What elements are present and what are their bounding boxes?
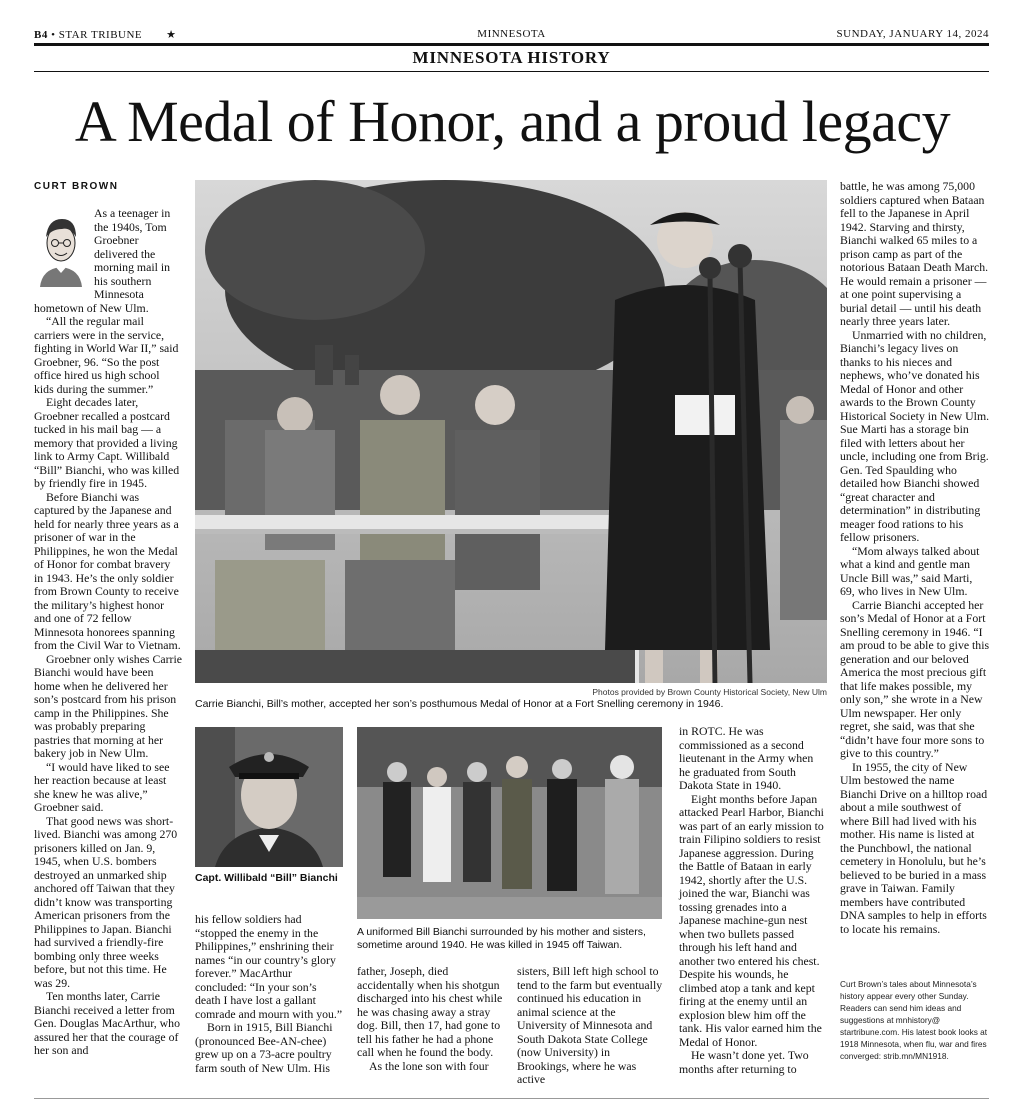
paragraph: in ROTC. He was commissioned as a second lieutenant in the Army when he graduated from South Dakota State in 1940. (679, 724, 814, 792)
paragraph: Ten months later, Carrie Bianchi received a letter from Gen. Douglas MacArthur, who assured her that the courage of her son and (34, 989, 180, 1057)
paragraph: As a teenager in the 1940s, Tom Groebner delivered the morning mail in his southern Minnesota hometown of New Ulm. (34, 206, 171, 315)
paragraph: In 1955, the city of New Ulm bestowed the name Bianchi Drive on a hilltop road about a mile southwest of where Bill had lived with his mother. His name is listed at the Punchbowl, the national cemetery in Honolulu, but he’s believed to be buried in a mass grave in Taiwan. Family members have contributed DNA samples to help in efforts to locate his remains. (840, 759, 988, 936)
paragraph: As the lone son with four (369, 1058, 489, 1073)
article-column-6 (840, 180, 990, 936)
paragraph: Born in 1915, Bill Bianchi (pronounced Bee-AN-chee) grew up on a 73-acre poultry farm south of New Ulm. His (195, 1020, 333, 1075)
folio-section: MINNESOTA (477, 28, 546, 40)
byline: CURT BROWN (34, 181, 119, 192)
article-column-4 (517, 965, 665, 1087)
main-photo-caption: Carrie Bianchi, Bill’s mother, accepted her son’s posthumous Medal of Honor at a Fort Snelling ceremony in 1946. (195, 698, 724, 710)
folio-date: SUNDAY, JANUARY 14, 2024 (836, 28, 989, 40)
photo-credit: Photos provided by Brown County Historical Society, New Ulm (592, 687, 827, 697)
paragraph: Eight months before Japan attacked Pearl Harbor, Bianchi was part of an early mission to train Filipino soldiers to resist Japanese aggression. During the Battle of Bataan in early 1942, shortly after the U.S. joined the war, Bianchi was tossing grenades into a Japanese machine-gun nest when two bullets passed through his left hand and another two entered his chest. Despite his wounds, he climbed atop a tank and kept firing at the enemy until an explosion blew him off the tank. His valor earned him the Medal of Honor. (679, 791, 824, 1049)
bottom-rule (34, 1098, 989, 1099)
paragraph: He wasn’t done yet. Two months after returning to (679, 1048, 809, 1076)
soldier-portrait-icon (195, 727, 343, 867)
headline: A Medal of Honor, and a proud legacy (74, 89, 951, 154)
article-column-5 (679, 725, 827, 1076)
article-column-3 (357, 965, 507, 1073)
paragraph: Unmarried with no children, Bianchi’s legacy lives on thanks to his nieces and nephews, who’ve donated his Medal of Honor and other awards to the Brown County Historical Society in New Ulm. Sue Marti has a storage bin filed with letters about her uncle, including one from Brig. Gen. Ted Spaulding who detailed how Bianchi showed “great character and determination” in distributing meager food rations to his fellow prisoners. (840, 327, 990, 544)
author-note: Curt Brown’s tales about Minnesota’s history appear every other Sunday. Readers can send him ideas and suggestions at mnhistory@ startribune.com. His latest book looks at 1918 Minnesota, when flu, war and fires converged: strib.mn/MN1918. (840, 979, 988, 1061)
section-title: MINNESOTA HISTORY (412, 48, 611, 67)
paragraph: Groebner only wishes Carrie Bianchi would have been home when he delivered her son’s postcard from his prison camp in the Philippines. She was probably preparing pastries that morning at her bakery job in New Ulm. (34, 651, 182, 760)
family-photo (357, 727, 662, 919)
paragraph: Eight decades later, Groebner recalled a postcard tucked in his mail bag — a memory that provided a living link to Army Capt. Willibald “Bill” Bianchi, who was killed by friendly fire in 1945. (34, 395, 180, 490)
paragraph: That good news was short-lived. Bianchi was among 270 prisoners killed on Jan. 9, 1945, when U.S. bombers destroyed an unmarked ship anchored off Taiwan that they didn’t know was transporting American prisoners from the Philippines to Japan. Bianchi had survived a friendly-fire bombing only three weeks before, but not this time. He was 29. (34, 813, 178, 990)
paragraph: father, Joseph, died accidentally when his shotgun discharged into his chest while he was chasing away a stray dog. Bill, then 17, had gone to tell his father he had a phone call when he found the body. (357, 964, 503, 1059)
paragraph: Before Bianchi was captured by the Japanese and held for nearly three years as a prisoner of war in the Philippines, he won the Medal of Honor for combat bravery in 1943. He’s the only soldier from Brown County to receive the military’s highest honor and one of 72 fellow Minnesota honorees spanning from the Civil War to Vietnam. (34, 489, 181, 652)
article-column-2 (195, 913, 343, 1075)
paragraph: battle, he was among 75,000 soldiers captured when Bataan fell to the Japanese in April 1942. Starving and thirsty, Bianchi walked 65 miles to a prison camp as part of the notorious Bataan Death March. He would remain a prisoner — at one point supervising a burial detail — until his death nearly three years later. (840, 179, 989, 328)
folio (34, 28, 989, 42)
page-number: B4 (34, 29, 48, 41)
portrait-caption: Capt. Willibald “Bill” Bianchi (195, 872, 338, 884)
section-rule (34, 71, 989, 72)
paragraph: Carrie Bianchi accepted her son’s Medal of Honor at a Fort Snelling ceremony in 1946. “I am proud to be able to give this generation and our beloved America the most precious gift that life makes possible, my only son,” she wrote in a New Ulm newspaper. Her only regret, she said, was that she “didn’t have four more sons to give to this country.” (840, 597, 990, 760)
paragraph: “Mom always talked about what a kind and gentle man Uncle Bill was,” said Marti, 69, who lives in New Ulm. (840, 543, 980, 598)
paper-name: • STAR TRIBUNE (47, 29, 143, 41)
portrait-photo (195, 727, 343, 867)
paragraph: his fellow soldiers had “stopped the enemy in the Philippines,” enshrining their names “in our country’s glory forever.” MacArthur concluded: “In your son’s death I have lost a gallant comrade and mourn with you.” (195, 912, 343, 1021)
paragraph: “All the regular mail carriers were in the service, fighting in World War II,” said Groebner, 96. “So the post office hired us high school kids during the summer.” (34, 314, 179, 396)
author-portrait-icon (34, 207, 88, 287)
paragraph: “I would have liked to see her reaction because at least she knew he was alive,” Groebner said. (34, 759, 170, 814)
star-icon: ★ (166, 29, 177, 41)
family-group-photo-icon (357, 727, 662, 919)
ceremony-photo-icon (195, 180, 827, 683)
paragraph: sisters, Bill left high school to tend to the farm but eventually continued his education in animal science at the University of Minnesota and South Dakota State College (now University) in Brookings, where he was active (517, 964, 663, 1086)
article-column-1 (34, 207, 182, 1058)
top-rule (34, 43, 989, 46)
family-photo-caption: A uniformed Bill Bianchi surrounded by his mother and sisters, sometime around 1940. He was killed in 1945 off Taiwan. (357, 926, 646, 951)
main-photo (195, 180, 827, 683)
